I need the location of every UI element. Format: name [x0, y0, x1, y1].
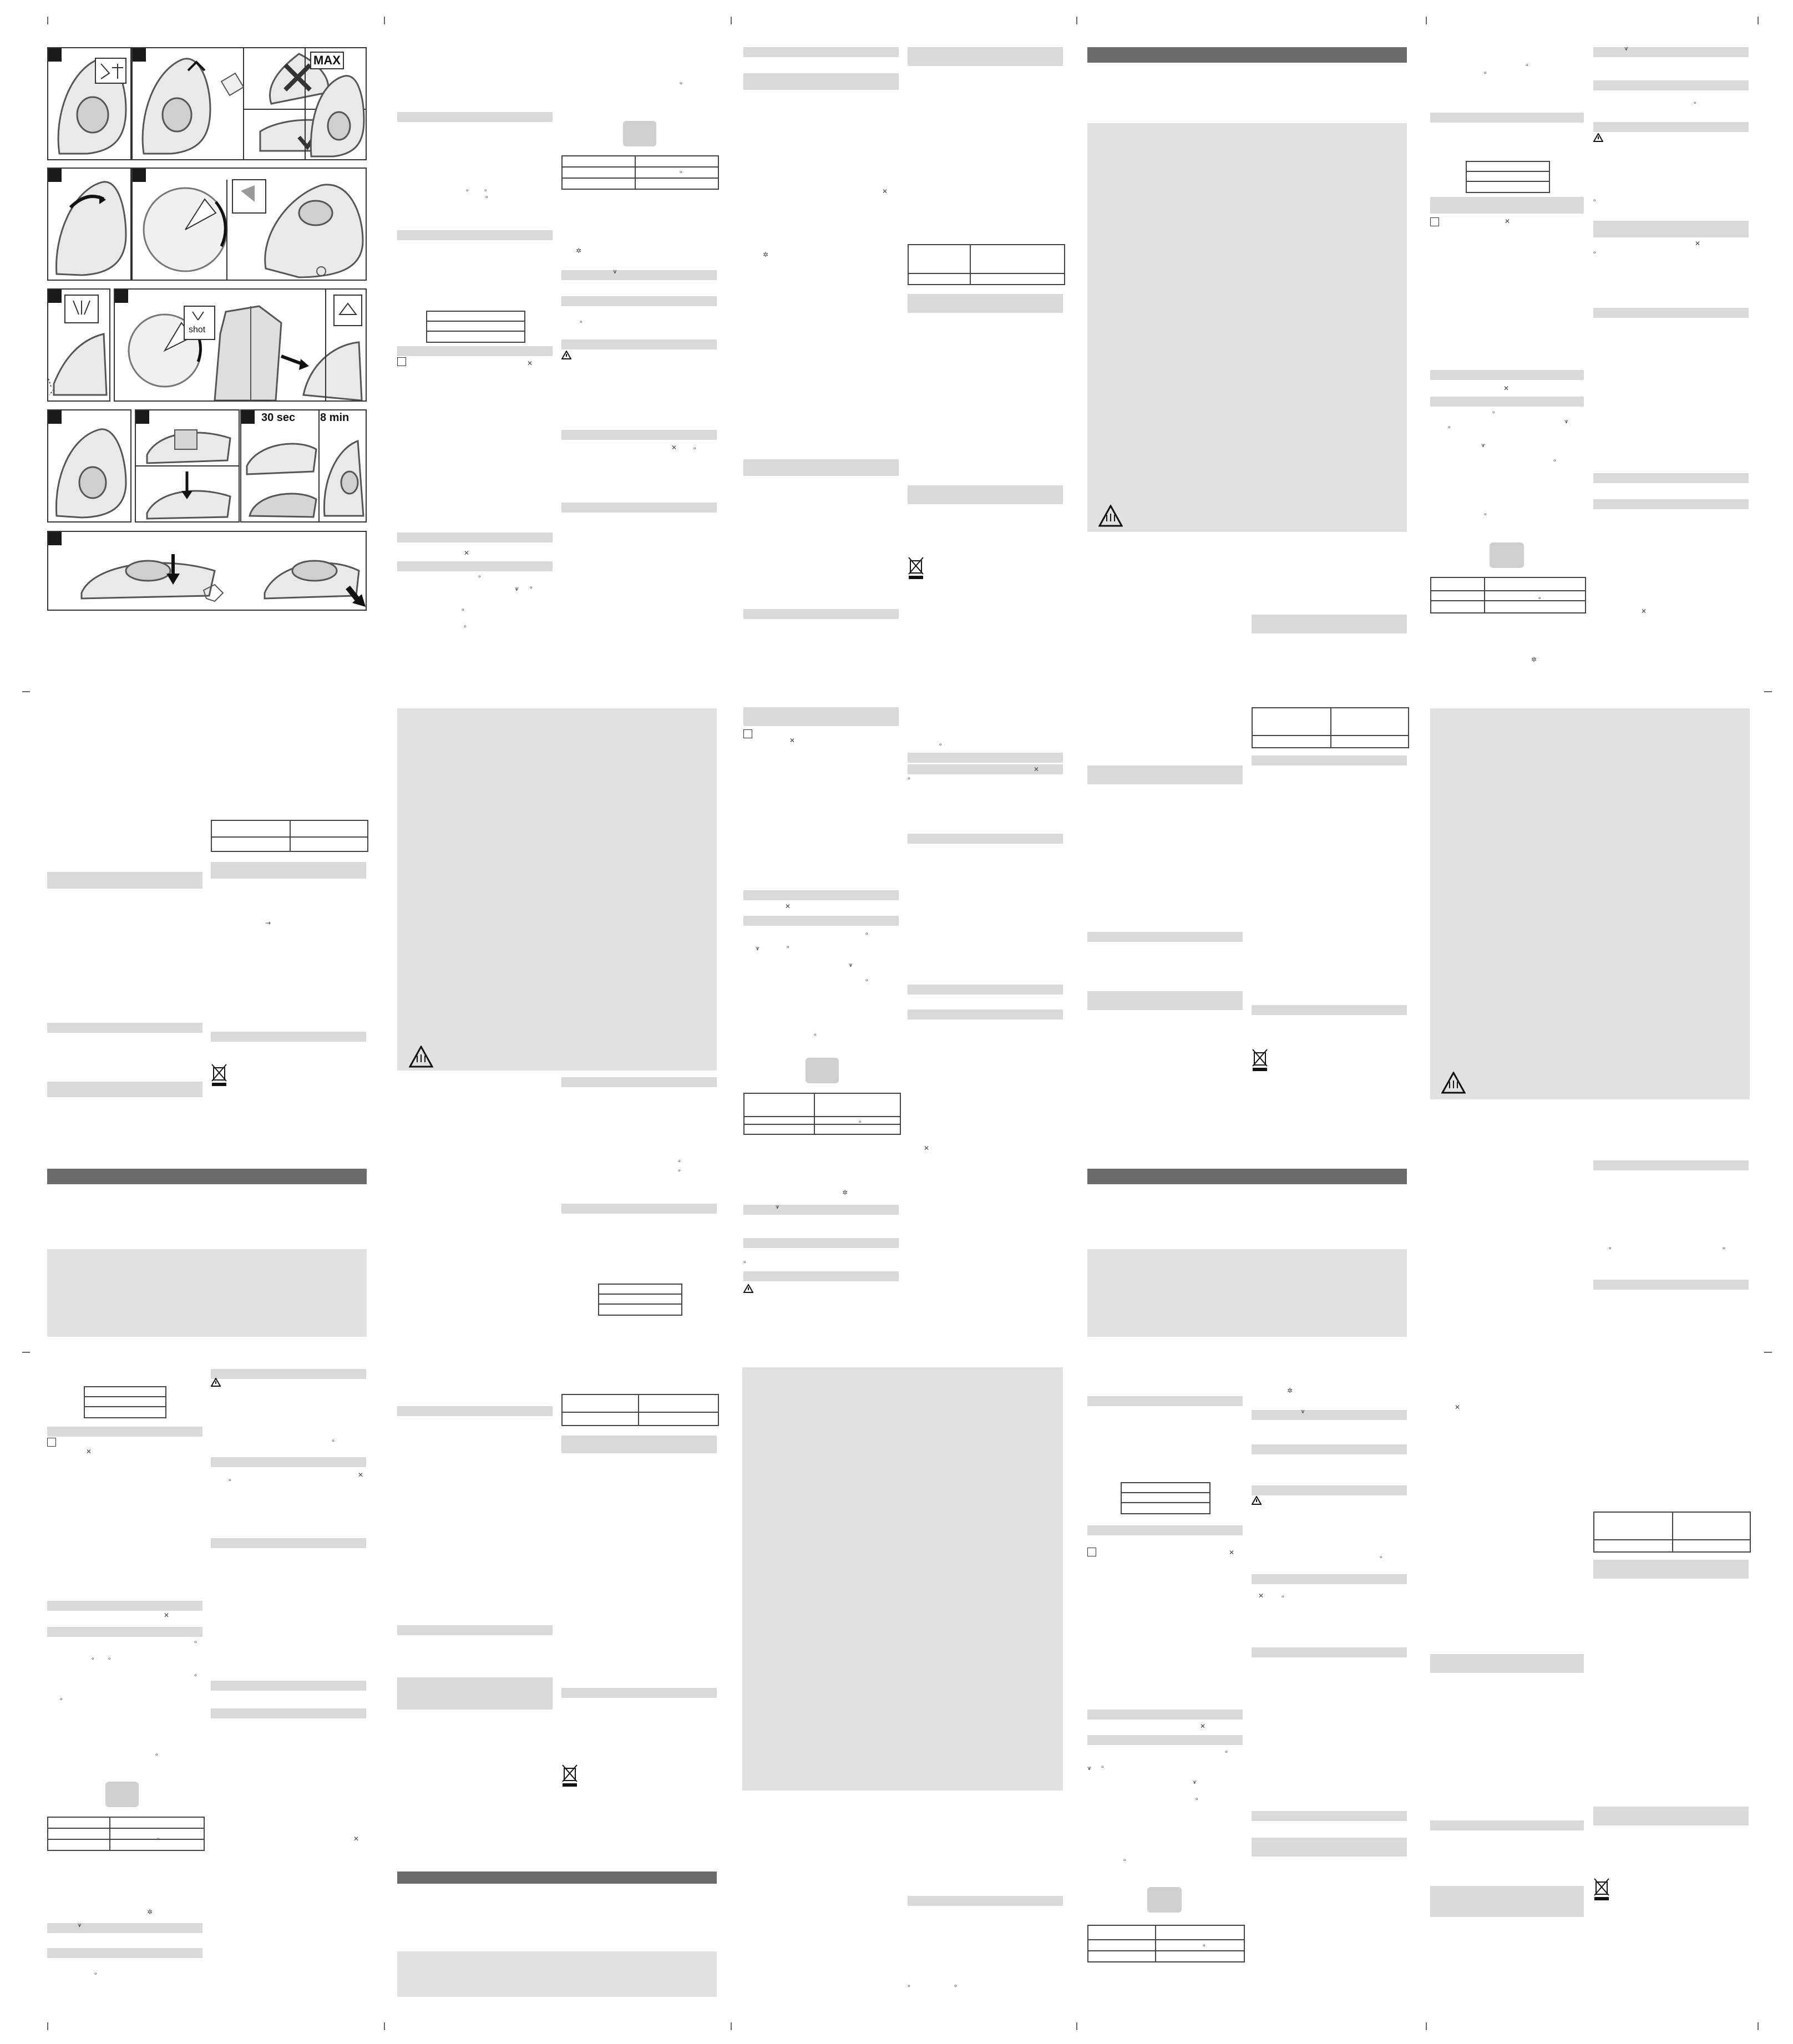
section-heading-bar: [1252, 1574, 1407, 1584]
section-heading-bar: [1252, 1838, 1407, 1857]
settings-table: [1430, 577, 1586, 613]
section-heading-bar: [211, 1369, 366, 1379]
section-heading-bar: [743, 916, 899, 926]
section-heading-bar: [1252, 1005, 1407, 1015]
section-heading-bar: [908, 47, 1063, 66]
step-number-badge: [136, 410, 149, 424]
section-heading-bar: [561, 1077, 717, 1087]
section-heading-bar: [561, 503, 717, 513]
iron-with-water-icon: ✕: [1229, 1549, 1235, 1556]
settings-table: [47, 1817, 205, 1851]
section-heading-bar: [47, 1427, 202, 1437]
steam-level-icon: ᵒ: [1593, 197, 1596, 205]
steam-level-icon: ⩛: [1087, 1764, 1091, 1772]
section-heading-bar: [1252, 755, 1407, 765]
section-heading-bar: [397, 1406, 553, 1416]
iron-with-water-icon: ✕: [789, 737, 796, 744]
section-heading-bar: [1087, 1396, 1243, 1406]
thirty-sec-label: 30 sec: [261, 412, 296, 424]
language-title-bar: [1087, 1169, 1407, 1184]
steam-level-icon: ᵒ: [108, 1656, 111, 1663]
section-heading-bar: [743, 73, 899, 90]
section-heading-bar: [211, 1681, 366, 1691]
steam-level-icon: ᵒ: [939, 742, 942, 749]
section-heading-bar: [47, 1082, 202, 1097]
spec-table: [84, 1386, 166, 1418]
section-heading-bar: [1252, 1485, 1407, 1495]
steam-level-icon: ᵒ: [908, 775, 910, 783]
safety-notice-block: [397, 708, 717, 1071]
steam-level-icon: ᵒ: [680, 80, 682, 88]
section-heading-bar: [743, 1238, 899, 1248]
steam-level-icon: ⩛: [776, 1203, 779, 1210]
section-heading-bar: [47, 872, 202, 889]
iron-with-water-icon: ✕: [924, 1144, 930, 1152]
steam-level-icon: ⩛: [78, 1921, 82, 1929]
step-number-badge: [48, 48, 62, 62]
section-heading-bar: [397, 532, 553, 542]
snowflake-icon: ✲: [842, 1189, 848, 1196]
illustration-panel-4c: [240, 409, 367, 523]
section-heading-bar: [743, 459, 899, 476]
iron-with-water-icon: ✕: [671, 444, 677, 452]
steam-level-icon: ᵒ: [1538, 595, 1541, 603]
steam-level-icon: ᵒ: [92, 1656, 94, 1663]
iron-with-water-icon: ✕: [1505, 217, 1511, 225]
illustration-panel-1c: [305, 47, 367, 160]
steam-level-icon: ⩛: [1564, 417, 1568, 425]
mini-table-icon: [743, 729, 752, 738]
steam-level-icon: ᵒ: [743, 1259, 746, 1267]
water-tank-icon: [105, 1782, 139, 1807]
settings-table: [1593, 1512, 1751, 1553]
steam-level-icon: ᵒ: [1694, 100, 1696, 108]
steam-level-icon: ⩛: [1301, 1407, 1305, 1415]
section-heading-bar: [908, 834, 1063, 844]
steam-level-icon: ᵒ: [485, 194, 488, 202]
warning-triangle-icon: [561, 351, 571, 362]
section-heading-bar: [1593, 473, 1749, 483]
weee-bin-icon: [908, 556, 924, 580]
iron-max-level-illustration: [306, 48, 366, 159]
steam-level-icon: ᵒ: [484, 187, 487, 195]
section-heading-bar: [1252, 1647, 1407, 1657]
language-title-bar: [397, 1871, 717, 1884]
section-heading-bar: [397, 561, 553, 571]
settings-table: [1252, 707, 1409, 748]
steam-level-icon: ᵒ: [1196, 1796, 1198, 1804]
weee-bin-icon: [211, 1063, 227, 1087]
steam-level-icon: ᵒ: [478, 574, 481, 581]
steam-level-icon: ᵒ: [954, 1983, 957, 1991]
section-heading-bar: [908, 985, 1063, 995]
iron-with-water-icon: ✕: [1258, 1592, 1264, 1600]
steam-level-icon: ᵒ: [462, 607, 464, 615]
steam-level-icon: ᵒ: [859, 1119, 862, 1127]
section-heading-bar: [47, 1601, 202, 1611]
iron-with-water-icon: ✕: [527, 359, 533, 367]
steam-level-icon: ᵒ: [229, 1477, 231, 1485]
snowflake-icon: ✲: [763, 251, 769, 258]
safety-notice-block: [1430, 708, 1750, 1099]
section-heading-bar: [1593, 221, 1749, 237]
spec-table: [598, 1284, 682, 1316]
section-heading-bar: [1087, 1735, 1243, 1745]
steam-level-icon: ᵒ: [1203, 1942, 1206, 1950]
temperature-dial-illustration: [133, 169, 366, 280]
steam-level-icon: ⩛: [613, 267, 617, 275]
step-number-badge: [133, 48, 146, 62]
spec-table: [1466, 161, 1550, 193]
settings-table: [743, 1093, 901, 1135]
safety-notice-block: [1087, 1249, 1407, 1337]
settings-table: [561, 1394, 719, 1426]
iron-with-water-icon: ✕: [358, 1471, 364, 1479]
steam-level-icon: ᵒ: [908, 1983, 910, 1991]
illustration-panel-5: [47, 531, 367, 611]
iron-with-water-icon: ✕: [1034, 765, 1040, 773]
steam-level-icon: ᵒ: [865, 931, 868, 939]
steam-level-icon: ⩛: [1624, 44, 1628, 52]
spec-table: [426, 311, 525, 343]
steam-level-icon: ᵒ: [580, 319, 583, 327]
steam-level-icon: ᵒ: [678, 1168, 681, 1175]
section-heading-bar: [561, 1204, 717, 1214]
settings-table: [908, 244, 1065, 285]
iron-with-water-icon: ✕: [353, 1835, 359, 1843]
steam-level-icon: ⩛: [1481, 441, 1485, 449]
steam-level-icon: ᵒ: [680, 169, 682, 177]
section-heading-bar: [397, 230, 553, 240]
section-heading-bar: [908, 1010, 1063, 1020]
section-heading-bar: [561, 1688, 717, 1698]
section-heading-bar: [1430, 1820, 1584, 1830]
section-heading-bar: [1430, 113, 1584, 123]
steam-level-icon: ᵒ: [194, 1639, 197, 1647]
iron-with-water-icon: ✕: [1455, 1403, 1461, 1411]
section-heading-bar: [1593, 1807, 1749, 1825]
mini-table-icon: [1087, 1548, 1096, 1556]
hot-surface-icon: [409, 1046, 433, 1071]
steam-level-icon: ᵒ: [1492, 409, 1495, 417]
hot-surface-icon: [1098, 505, 1123, 530]
steam-level-icon: ᵒ: [1484, 70, 1487, 78]
section-heading-bar: [1087, 1710, 1243, 1720]
section-heading-bar: [1252, 615, 1407, 633]
steam-level-icon: ᵒ: [693, 445, 696, 453]
steam-level-icon: ᵒ: [1123, 1857, 1126, 1865]
section-heading-bar: [211, 862, 366, 879]
section-heading-bar: [1087, 765, 1243, 784]
section-heading-bar: [908, 753, 1063, 763]
section-heading-bar: [1252, 1410, 1407, 1420]
section-heading-bar: [397, 112, 553, 122]
steam-level-icon: ᵒ: [1526, 62, 1528, 70]
section-heading-bar: [561, 296, 717, 306]
iron-with-water-icon: ✕: [86, 1448, 92, 1455]
iron-standing-illustration: [48, 410, 130, 521]
steam-level-icon: ᵒ: [1225, 1749, 1228, 1757]
shot-of-steam-illustration: [115, 290, 366, 400]
auto-off-illustration: [241, 410, 366, 521]
illustration-panel-2b: [131, 168, 367, 281]
section-heading-bar: [397, 346, 553, 356]
steam-level-icon: ᵒ: [1101, 1764, 1104, 1772]
water-tank-icon: [1147, 1887, 1182, 1913]
snowflake-icon: ✲: [576, 247, 582, 255]
illustration-panel-1a: [47, 47, 131, 160]
section-heading-bar: [908, 764, 1063, 774]
shot-label: shot: [189, 325, 206, 334]
steam-level-icon: ⩛: [849, 961, 853, 968]
water-tank-icon: [806, 1058, 839, 1083]
steam-level-icon: ᵒ: [466, 187, 469, 195]
steam-level-icon: ᵒ: [94, 1971, 97, 1979]
section-heading-bar: [1593, 1560, 1749, 1579]
illustration-panel-4b: [135, 409, 240, 523]
iron-with-water-icon: ✕: [785, 902, 791, 910]
iron-with-water-icon: ✕: [882, 187, 888, 195]
section-heading-bar: [47, 1948, 202, 1958]
section-heading-bar: [1593, 1160, 1749, 1170]
self-clean-illustration: [48, 532, 366, 610]
steam-level-icon: ᵒ: [814, 1032, 817, 1039]
section-heading-bar: [211, 1457, 366, 1467]
section-heading-bar: [47, 1923, 202, 1933]
safety-notice-block: [742, 1367, 1063, 1791]
section-heading-bar: [1430, 370, 1584, 380]
illustration-panel-4a: [47, 409, 131, 523]
steam-level-icon: ᵒ: [1448, 424, 1451, 432]
section-heading-bar: [211, 1538, 366, 1548]
safety-notice-block: [1087, 123, 1407, 532]
steam-level-icon: ᵒ: [155, 1752, 158, 1759]
steam-level-icon: ⩛: [515, 585, 519, 592]
section-heading-bar: [743, 890, 899, 900]
section-heading-bar: [561, 270, 717, 280]
section-heading-bar: [743, 707, 899, 726]
section-heading-bar: [1430, 197, 1584, 214]
section-heading-bar: [561, 339, 717, 349]
iron-with-water-icon: ✕: [164, 1611, 170, 1619]
steam-level-icon: ᵒ: [530, 585, 533, 592]
step-number-badge: [48, 169, 62, 182]
steam-level-icon: ᵒ: [1593, 250, 1596, 257]
step-number-badge: [48, 532, 62, 545]
section-heading-bar: [1252, 1444, 1407, 1454]
steam-level-icon: ᵒ: [678, 1158, 681, 1166]
iron-with-water-icon: ✕: [1641, 607, 1647, 615]
steam-level-icon: ᵒ: [157, 1836, 160, 1844]
snowflake-icon: ✲: [1531, 656, 1537, 663]
section-heading-bar: [47, 1627, 202, 1637]
settings-table: [561, 155, 719, 190]
mini-table-icon: [47, 1438, 56, 1447]
weee-bin-icon: [1593, 1878, 1610, 1901]
settings-table: [1087, 1925, 1245, 1962]
section-heading-bar: [397, 1677, 553, 1710]
section-heading-bar: [1087, 932, 1243, 942]
section-heading-bar: [211, 1708, 366, 1718]
section-heading-bar: [211, 1032, 366, 1042]
steam-level-icon: ᵒ: [1553, 458, 1556, 465]
steam-level-icon: ᵒ: [1723, 1245, 1725, 1253]
spec-table: [1121, 1482, 1210, 1514]
section-heading-bar: [908, 1896, 1063, 1906]
section-heading-bar: [743, 1205, 899, 1215]
illustration-panel-2a: [47, 168, 131, 281]
water-tank-icon: [1490, 542, 1524, 568]
section-heading-bar: [743, 609, 899, 619]
mini-table-icon: [1430, 217, 1439, 226]
snowflake-icon: ✲: [147, 1908, 153, 1916]
section-heading-bar: [908, 294, 1063, 313]
section-heading-bar: [561, 430, 717, 440]
warning-triangle-icon: [211, 1378, 221, 1389]
section-heading-bar: [1430, 1886, 1584, 1917]
weee-bin-icon: [1252, 1048, 1268, 1072]
steam-level-icon: ⩛: [1193, 1778, 1197, 1786]
eight-min-label: 8 min: [320, 412, 350, 424]
step-number-badge: [115, 290, 128, 303]
iron-with-water-icon: ✕: [1695, 240, 1701, 247]
warning-triangle-icon: [1593, 133, 1603, 145]
safety-notice-block: [397, 1951, 717, 1997]
section-heading-bar: [1087, 991, 1243, 1010]
iron-with-water-icon: ✕: [464, 549, 470, 557]
iron-with-water-icon: ✕: [1200, 1722, 1206, 1730]
water-tank-icon: [623, 121, 656, 146]
language-title-bar: [1087, 47, 1407, 63]
section-heading-bar: [561, 1436, 717, 1453]
section-heading-bar: [1593, 80, 1749, 90]
spec-table: [211, 820, 368, 852]
steam-level-icon: ᵒ: [1484, 511, 1487, 519]
steam-level-icon: ᵒ: [1609, 1245, 1612, 1253]
steam-level-icon: ᵒ: [464, 623, 467, 631]
section-heading-bar: [1087, 1525, 1243, 1535]
step-number-badge: [133, 169, 146, 182]
steam-level-icon: ᵒ: [787, 944, 789, 952]
safety-notice-block: [47, 1249, 367, 1337]
mini-table-icon: [397, 357, 406, 366]
section-heading-bar: [743, 1271, 899, 1281]
steam-level-icon: ᵒ: [60, 1696, 63, 1704]
section-heading-bar: [397, 1625, 553, 1635]
iron-steam-spray-illustration: [48, 290, 109, 400]
iron-with-water-icon: ✕: [1503, 384, 1510, 392]
steam-level-icon: ᵒ: [1282, 1594, 1284, 1601]
section-heading-bar: [743, 47, 899, 57]
illustration-panel-3a: [47, 288, 110, 402]
section-heading-bar: [1593, 308, 1749, 318]
section-heading-bar: [1593, 499, 1749, 509]
step-number-badge: [48, 290, 62, 303]
warning-triangle-icon: [743, 1284, 753, 1296]
steam-level-icon: ᵒ: [194, 1672, 197, 1680]
anti-calc-illustration: [136, 410, 239, 521]
warning-triangle-icon: [1252, 1496, 1262, 1508]
section-heading-bar: [1252, 1811, 1407, 1821]
section-heading-bar: [1593, 47, 1749, 57]
max-label: MAX: [310, 52, 344, 69]
section-heading-bar: [1430, 397, 1584, 407]
steam-level-icon: ⩛: [756, 944, 759, 952]
section-heading-bar: [1593, 122, 1749, 132]
section-heading-bar: [47, 1023, 202, 1033]
language-title-bar: [47, 1169, 367, 1184]
illustration-panel-3b: [114, 288, 367, 402]
iron-icon: [48, 48, 130, 159]
section-heading-bar: [1430, 1654, 1584, 1673]
snowflake-icon: ✲: [1287, 1387, 1293, 1394]
weee-bin-icon: [561, 1764, 578, 1787]
hot-surface-icon: [1441, 1072, 1466, 1097]
section-heading-bar: [908, 485, 1063, 504]
steam-level-icon: ᵒ: [1380, 1554, 1382, 1562]
iron-plug-illustration: [48, 169, 130, 280]
step-number-badge: [48, 410, 62, 424]
section-heading-bar: [1593, 1280, 1749, 1290]
steam-level-icon: ᵒ: [865, 977, 868, 985]
steam-level-icon: ᵒ: [332, 1438, 335, 1445]
arrow-icon: →: [265, 919, 271, 927]
